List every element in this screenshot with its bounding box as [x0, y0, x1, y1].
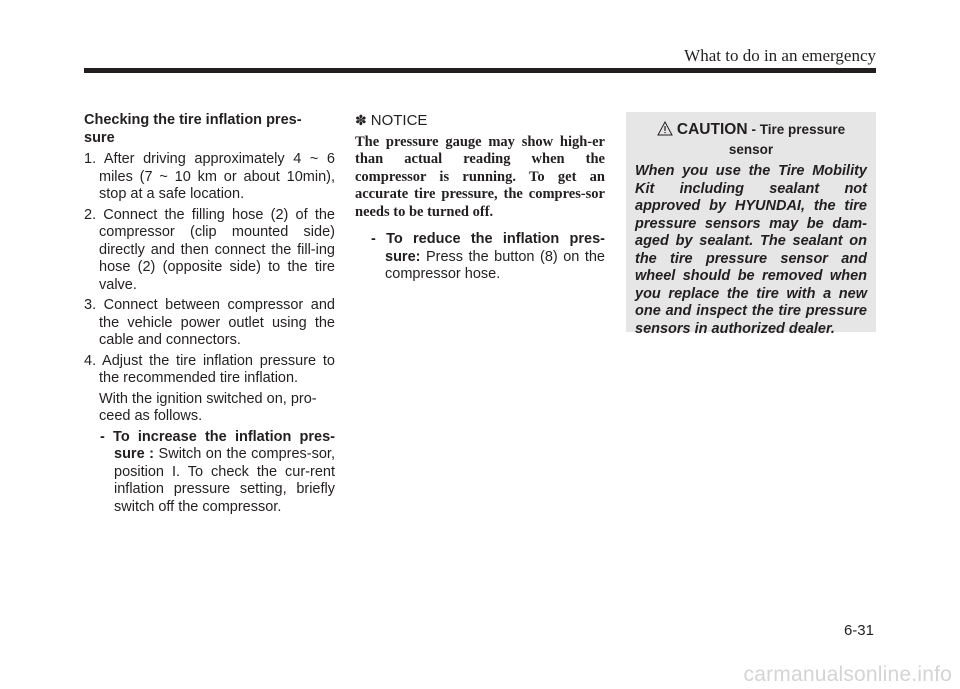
- reduce-instruction: [355, 231, 605, 284]
- section-title: What to do in an emergency: [684, 46, 876, 65]
- increase-label: - To increase the inflation pres-sure :: [100, 428, 335, 462]
- reduce-text: Press the button (8) on the compressor hose.: [385, 248, 605, 282]
- notice-body: The pressure gauge may show high-er than actual reading when the compressor is running. To get an accurate tire pressure, the compres-sor needs to be turned off.: [355, 133, 605, 220]
- notice-star-icon: ✽: [355, 112, 367, 128]
- step-2: 2. Connect the filling hose (2) of the compressor (clip mounted side) directly and then connect the fill-ing hose (2) (opposite side) to the tire valve.: [84, 206, 335, 293]
- increase-text: Switch on the compres-sor, position I. To check the cur-rent inflation pressure setting, briefly switch off the compressor.: [114, 446, 335, 515]
- page-number: 6-31: [843, 622, 874, 639]
- step-4: 4. Adjust the tire inflation pressure to the recommended tire inflation.: [84, 352, 335, 386]
- caution-body: When you use the Tire Mobility Kit including sealant not approved by HYUNDAI, the tire pressure sensors may be dam-aged by sealant. The sealant on the tire pressure sensor and wheel should be removed when you replace the tire with a new one and inspect the tire pressure sensors in authorized dealer.: [635, 163, 867, 337]
- caution-title: CAUTION: [676, 121, 748, 138]
- reduce-label: - To reduce the inflation pres-sure:: [371, 231, 605, 265]
- notice-heading: [355, 112, 605, 130]
- increase-instruction: [84, 429, 335, 517]
- caution-subtitle: - Tire pressure: [751, 122, 846, 137]
- procedure-heading: Checking the tire inflation pres- sure: [84, 112, 302, 146]
- caution-subtitle-2: sensor: [728, 142, 774, 157]
- left-column: [84, 112, 335, 519]
- notice-column: [355, 112, 605, 287]
- caution-box: [626, 112, 876, 337]
- step-1: 1. After driving approximately 4 ~ 6 miles (7 ~ 10 km or about 10min), stop at a safe location.: [84, 151, 335, 202]
- caution-heading: [635, 121, 867, 159]
- step-3: 3. Connect between compressor and the vehicle power outlet using the cable and connectors.: [84, 297, 335, 348]
- header-rule: [84, 68, 876, 73]
- notice-title: NOTICE: [370, 112, 428, 129]
- watermark: carmanualsonline.info: [743, 663, 952, 686]
- warning-triangle-icon: [657, 121, 673, 141]
- ignition-note: With the ignition switched on, pro-ceed as follows.: [99, 390, 317, 424]
